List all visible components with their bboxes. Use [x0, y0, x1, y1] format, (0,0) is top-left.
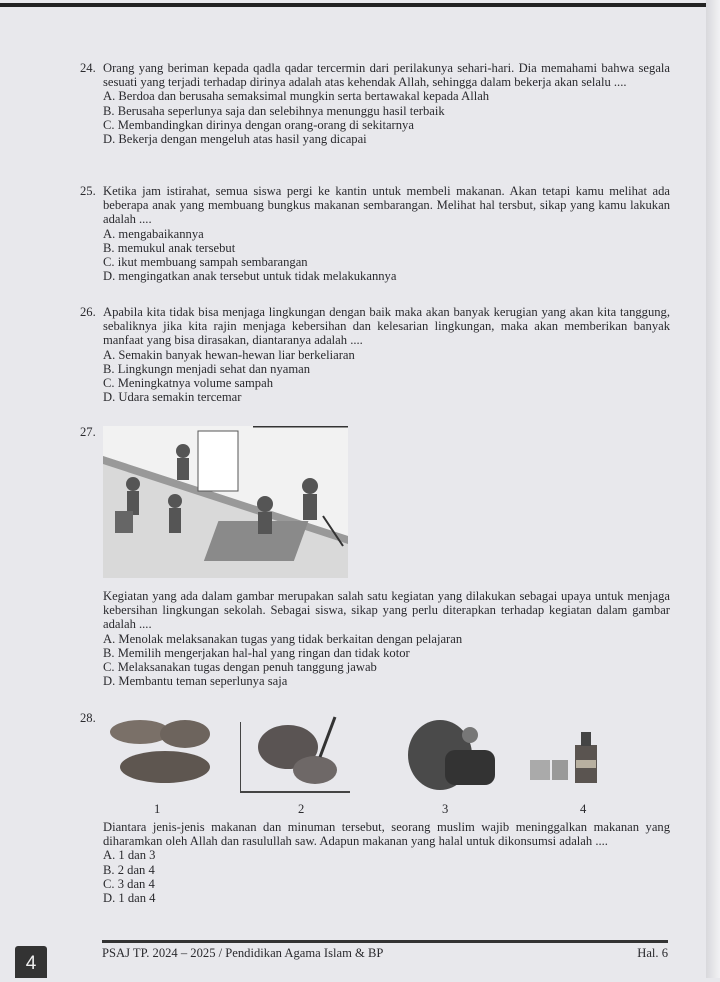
question-27: [80, 589, 670, 688]
question-text: Orang yang beriman kepada qadla qadar tercermin dari perilakunya sehari-hari. Dia memahami bahwa segala sesuati yang terjadi terhadap dirinya adalah atas kehendak Allah, sehingga dalam bekerja akan selalu ....: [103, 61, 670, 90]
option-a: A. 1 dan 3: [103, 848, 156, 863]
image-label-1: 1: [154, 802, 161, 816]
question-number: 24.: [80, 61, 96, 75]
question-28: [80, 820, 670, 905]
question-text: Kegiatan yang ada dalam gambar merupakan salah satu kegiatan yang dilakukan sebagai upaya untuk menjaga kebersihan lingkungan sekolah. Sebagai siswa, sikap yang perlu diterapkan terhadap kegiatan dalam gambar adalah ....: [103, 589, 670, 632]
option-a: A. mengabaikannya: [103, 226, 204, 241]
option-c: C. Melaksanakan tugas dengan penuh tanggung jawab: [103, 660, 377, 675]
image-label-4: 4: [580, 802, 587, 816]
food-image-1-chicken: [105, 712, 220, 787]
image-label-3: 3: [442, 802, 449, 816]
question-number: 26.: [80, 305, 96, 319]
question-25: [80, 184, 670, 283]
question-24: [80, 61, 670, 146]
footer-title: PSAJ TP. 2024 – 2025 / Pendidikan Agama Islam & BP: [102, 946, 384, 960]
option-d: D. Bekerja dengan mengeluh atas hasil yang dicapai: [103, 132, 367, 147]
question-number: 28.: [80, 711, 96, 725]
question-text: Apabila kita tidak bisa menjaga lingkungan dengan baik maka akan banyak kerugian yang akan kita tanggung, sebaliknya jika kita rajin menjaga kebersihan dan kelesarian lingkungan, maka akan memberikan banyak manfaat yang bisa dirasakan, diantaranya adalah ....: [103, 305, 670, 348]
footer-divider: [102, 940, 668, 943]
option-b: B. Memilih mengerjakan hal-hal yang ringan dan tidak kotor: [103, 645, 410, 660]
option-d: D. 1 dan 4: [103, 891, 156, 906]
question-number: 27.: [80, 425, 96, 439]
option-b: B. 2 dan 4: [103, 862, 155, 877]
question-text: Diantara jenis-jenis makanan dan minuman tersebut, seorang muslim wajib meninggalkan makanan yang diharamkan oleh Allah dan rasulullah saw. Adapun makanan yang halal untuk dikonsumsi adalah ....: [103, 820, 670, 849]
page-top-border: [0, 3, 720, 7]
option-a: A. Berdoa dan berusaha semaksimal mungkin serta bertawakal kepada Allah: [103, 89, 490, 104]
food-image-3-pot: [405, 715, 500, 795]
image-label-2: 2: [298, 802, 305, 816]
footer-page: Hal. 6: [637, 946, 668, 960]
question-number: 25.: [80, 184, 96, 198]
question-26: [80, 305, 670, 404]
food-image-2-meat: [240, 712, 355, 794]
option-d: D. Udara semakin tercemar: [103, 390, 242, 405]
option-b: B. Lingkungn menjadi sehat dan nyaman: [103, 361, 311, 376]
option-c: C. Meningkatnya volume sampah: [103, 376, 273, 391]
option-a: A. Semakin banyak hewan-hewan liar berkeliaran: [103, 347, 355, 362]
section-tab-number: 4: [15, 946, 47, 978]
option-c: C. 3 dan 4: [103, 876, 155, 891]
school-cleaning-illustration: [103, 426, 348, 578]
option-c: C. ikut membuang sampah sembarangan: [103, 255, 308, 270]
page-edge-shadow: [706, 0, 720, 978]
option-d: D. mengingatkan anak tersebut untuk tidak melakukannya: [103, 269, 397, 284]
option-d: D. Membantu teman seperlunya saja: [103, 674, 288, 689]
question-text: Ketika jam istirahat, semua siswa pergi ke kantin untuk membeli makanan. Akan tetapi kamu melihat ada beberapa anak yang membuang bungkus makanan sembarangan. Melihat hal tersbut, sikap yang kamu lakukan adalah ....: [103, 184, 670, 227]
option-a: A. Menolak melaksanakan tugas yang tidak berkaitan dengan pelajaran: [103, 631, 463, 646]
option-b: B. memukul anak tersebut: [103, 240, 236, 255]
option-c: C. Membandingkan dirinya dengan orang-orang di sekitarnya: [103, 117, 414, 132]
food-image-4-drinks: [530, 730, 605, 785]
option-b: B. Berusaha seperlunya saja dan selebihnya menunggu hasil terbaik: [103, 103, 445, 118]
